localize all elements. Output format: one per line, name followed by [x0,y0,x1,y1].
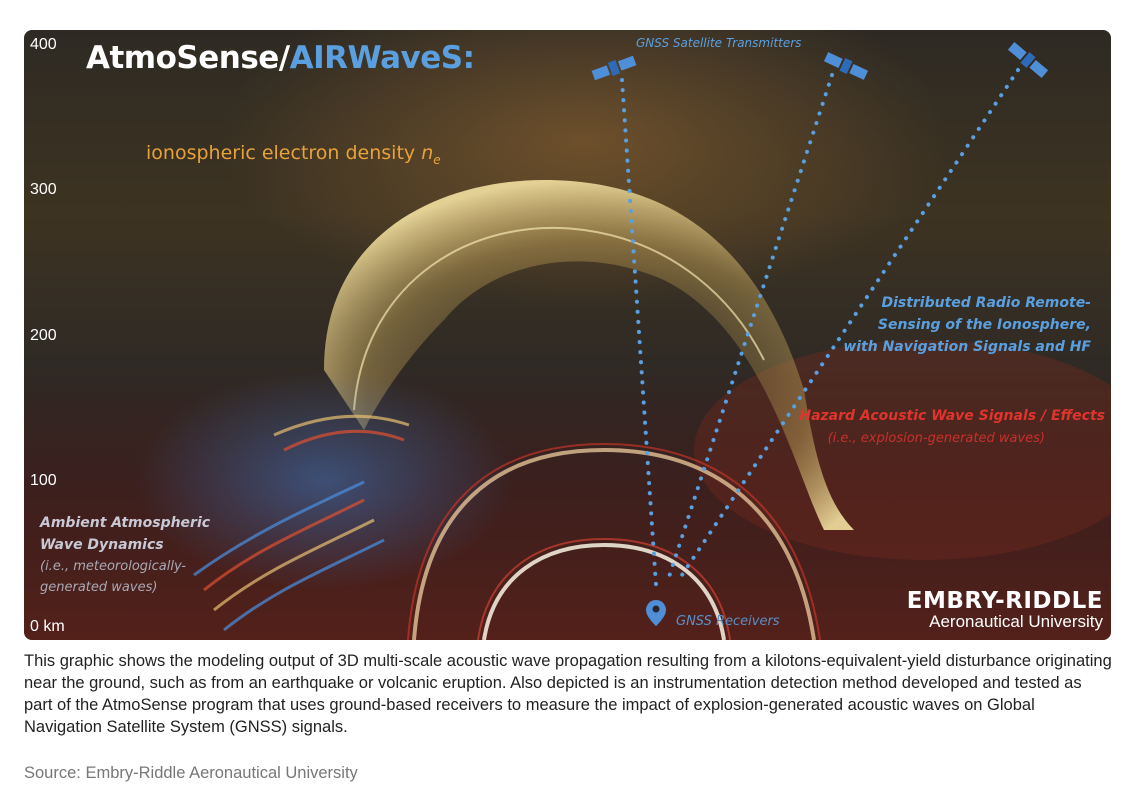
axis-tick-100: 100 [30,472,57,489]
receivers-label: GNSS Receivers [676,614,780,629]
satellite-icon [823,50,869,81]
title-airwaves: AIRWaveS: [289,40,475,76]
ambient-title-line: Wave Dynamics [40,537,164,553]
university-logo [907,588,1103,632]
satellite-label: GNSS Satellite Transmitters [636,36,802,50]
axis-tick-400: 400 [30,36,57,53]
figure-title [86,40,475,76]
figure-caption: This graphic shows the modeling output of 3D multi-scale acoustic wave propagation resulting from a kilotons-equivalent-yield disturbance originating near the ground, such as from an earthquake or volcanic eruption. Also depicted is an instrumentation detection method developed and tested as part of the AtmoSense program that uses ground-based receivers to measure the impact of explosion-generated acoustic waves on Global Navigation Satellite System (GNSS) signals. [24,652,1112,736]
title-atmosense: AtmoSense/ [86,40,290,76]
density-subscript: e [433,152,441,167]
radio-label-line: Distributed Radio Remote- [881,295,1091,311]
density-symbol: n [421,142,434,164]
satellite-icon [591,54,637,82]
axis-tick-300: 300 [30,181,57,198]
ambient-subtitle-line: generated waves) [40,580,158,595]
logo-line-2: Aeronautical University [929,612,1103,631]
ambient-title-line: Ambient Atmospheric [40,515,211,531]
atmosense-figure [24,30,1111,640]
radio-label-line: with Navigation Signals and HF [843,339,1091,355]
ambient-subtitle [40,556,210,598]
axis-tick-0: 0 km [30,618,65,635]
hazard-subtitle: (i.e., explosion-generated waves) [827,431,1045,446]
radio-label-line: Sensing of the Ionosphere, [877,317,1091,333]
satellite-icon [1007,40,1050,79]
radio-sensing-label [843,292,1091,358]
axis-tick-200: 200 [30,327,57,344]
density-label [146,142,441,167]
ambient-title [40,512,230,556]
hazard-title: Hazard Acoustic Wave Signals / Effects [799,408,1105,424]
logo-line-1: EMBRY-RIDDLE [906,588,1103,614]
density-text: ionospheric electron density [146,142,416,164]
figure-source: Source: Embry-Riddle Aeronautical University [24,764,358,782]
ambient-subtitle-line: (i.e., meteorologically- [40,559,186,574]
